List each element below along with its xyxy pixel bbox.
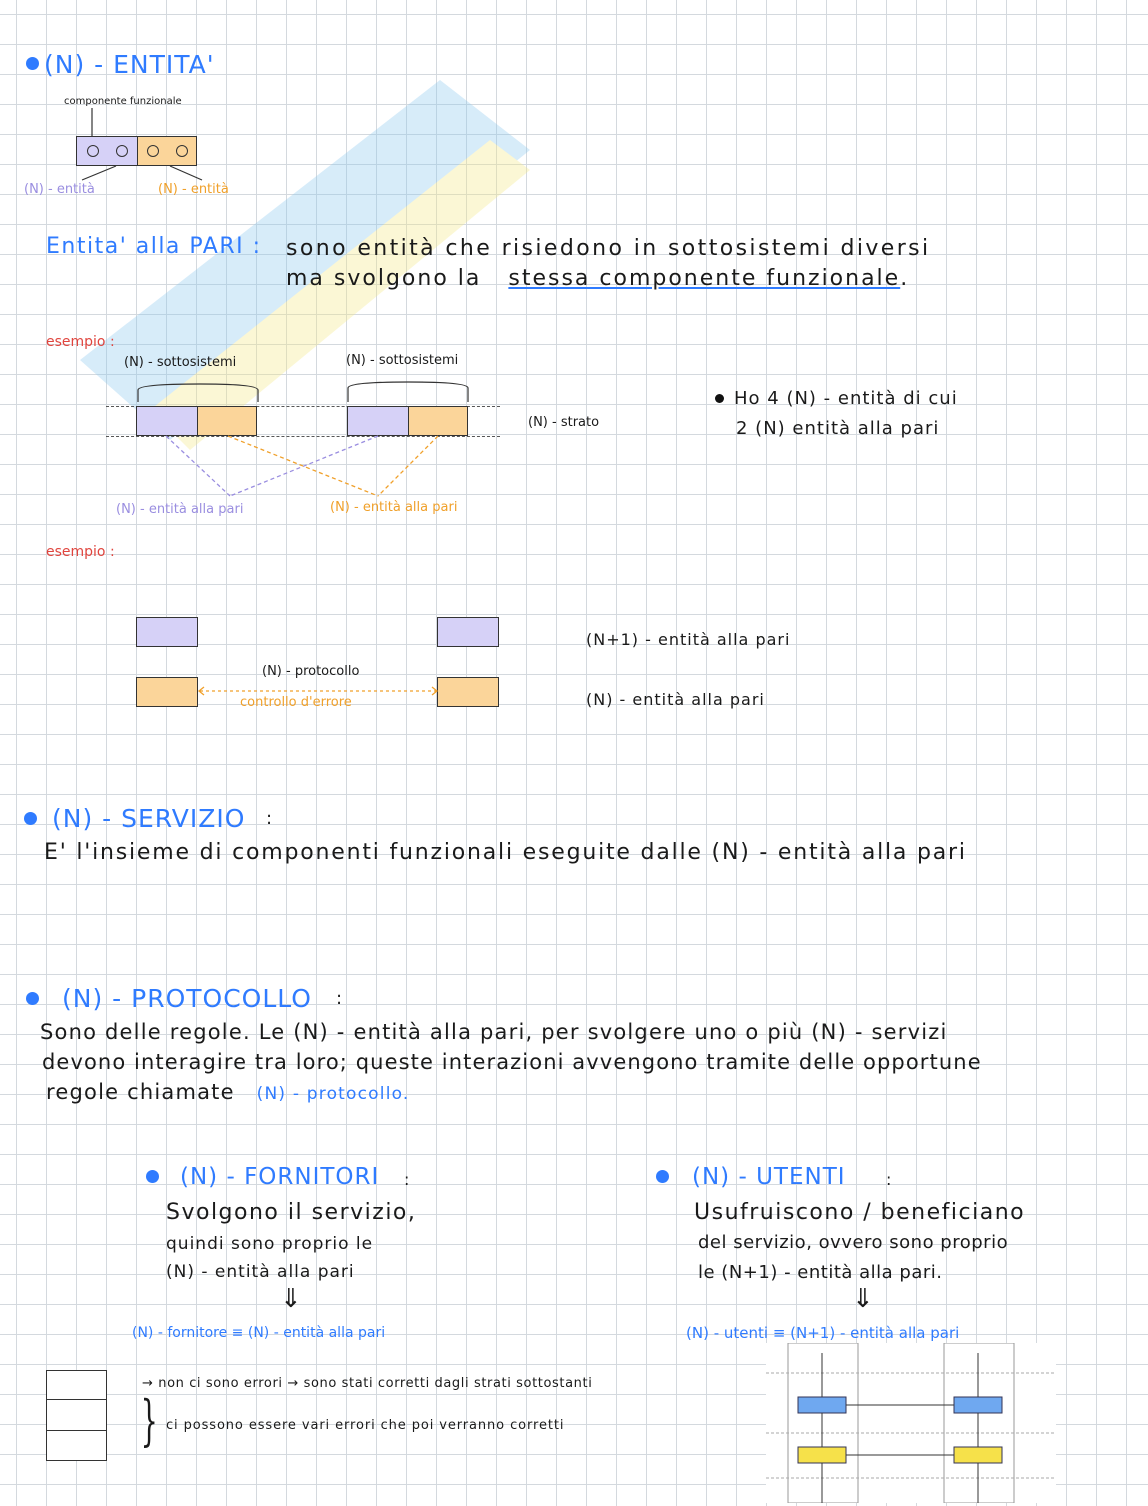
esempio1-note-line2: 2 (N) entità alla pari: [736, 418, 940, 439]
peer-connector-lines: [100, 430, 520, 510]
bullet-icon: [146, 1170, 159, 1183]
protocollo-line3-prefix: regole chiamate: [46, 1080, 235, 1104]
layer-box: [46, 1370, 107, 1400]
functional-component-icon: [87, 145, 99, 157]
utenti-title: (N) - UTENTI: [692, 1164, 846, 1190]
esempio-label: esempio :: [46, 544, 115, 560]
sottosistemi-label-right: (N) - sottosistemi: [346, 353, 459, 368]
pari-definition-line1: sono entità che risiedono in sottosistemi diversi: [286, 236, 931, 261]
pari-definition-line2: [286, 266, 909, 291]
bullet-icon: [26, 57, 39, 70]
bullet-icon: [24, 812, 37, 825]
servizio-colon: :: [266, 808, 273, 829]
servizio-title: (N) - SERVIZIO: [52, 804, 246, 833]
componente-label: componente funzionale: [64, 96, 182, 107]
functional-component-icon: [116, 145, 128, 157]
peer-label-orange: (N) - entità alla pari: [330, 500, 458, 515]
pari-term: Entita' alla PARI :: [46, 234, 262, 259]
bullet-icon: [26, 992, 39, 1005]
protocollo-title: (N) - PROTOCOLLO: [62, 984, 312, 1013]
protocollo-colon: :: [336, 988, 343, 1009]
peer-label-lavender: (N) - entità alla pari: [116, 502, 244, 517]
entita-label-left: (N) - entità: [24, 182, 95, 197]
esempio1-note-line1: Ho 4 (N) - entità di cui: [734, 388, 958, 409]
curly-brace-icon: }: [140, 1389, 158, 1452]
sottosistemi-label-left: (N) - sottosistemi: [124, 355, 237, 370]
controllo-errore-label: controllo d'errore: [240, 695, 352, 710]
utenti-equiv: (N) - utenti ≡ (N+1) - entità alla pari: [686, 1324, 960, 1342]
entita-box-right: [137, 136, 197, 166]
sottosistemi-brackets: [120, 370, 500, 410]
utenti-line2: del servizio, ovvero sono proprio: [698, 1232, 1009, 1253]
functional-component-icon: [147, 145, 159, 157]
fornitori-line3: (N) - entità alla pari: [166, 1262, 355, 1282]
esempio-label: esempio :: [46, 334, 115, 350]
fornitori-equiv: (N) - fornitore ≡ (N) - entità alla pari: [132, 1325, 386, 1341]
fornitori-title: (N) - FORNITORI: [180, 1164, 380, 1190]
down-arrow-icon: ⇓: [852, 1284, 874, 1314]
protocollo-line2: devono interagire tra loro; queste interazioni avvengono tramite delle opportune: [42, 1050, 982, 1074]
fornitori-colon: :: [404, 1170, 410, 1189]
pari-line2-emphasis: stessa componente funzionale: [508, 266, 901, 291]
entita-box-left: [76, 136, 138, 166]
reference-figure-thumbnail: [766, 1343, 1056, 1503]
pari-line2-prefix: ma svolgono la: [286, 266, 482, 291]
strato-label: (N) - strato: [528, 415, 600, 430]
lower-peer-label: (N) - entità alla pari: [586, 690, 765, 709]
upper-entity-box: [437, 617, 499, 647]
errori-line2: ci possono essere vari errori che poi verranno corretti: [166, 1418, 565, 1433]
fornitori-line2: quindi sono proprio le: [166, 1234, 374, 1254]
down-arrow-icon: ⇓: [280, 1284, 302, 1314]
layer-box: [46, 1399, 107, 1431]
entita-label-right: (N) - entità: [158, 182, 229, 197]
upper-entity-box: [136, 617, 198, 647]
utenti-line3: le (N+1) - entità alla pari.: [698, 1262, 943, 1283]
bullet-icon: [656, 1170, 669, 1183]
servizio-text: E' l'insieme di componenti funzionali eseguite dalle (N) - entità alla pari: [44, 840, 967, 865]
lower-entity-box: [136, 677, 198, 707]
protocollo-line1: Sono delle regole. Le (N) - entità alla pari, per svolgere uno o più (N) - servizi: [40, 1020, 948, 1044]
fornitori-line1: Svolgono il servizio,: [166, 1200, 417, 1225]
protocollo-line3: [46, 1080, 410, 1104]
utenti-colon: :: [886, 1170, 892, 1189]
protocollo-label: (N) - protocollo: [262, 664, 360, 679]
protocollo-line3-emphasis: (N) - protocollo.: [256, 1084, 410, 1104]
bullet-icon: [715, 394, 724, 403]
utenti-line1: Usufruiscono / beneficiano: [694, 1200, 1026, 1225]
layer-box: [46, 1430, 107, 1461]
entita-title: (N) - ENTITA': [44, 50, 215, 79]
pari-line2-suffix: .: [900, 266, 910, 291]
errori-line1: → non ci sono errori → sono stati corretti dagli strati sottostanti: [142, 1376, 593, 1391]
functional-component-icon: [176, 145, 188, 157]
lower-entity-box: [437, 677, 499, 707]
upper-peer-label: (N+1) - entità alla pari: [586, 630, 791, 649]
